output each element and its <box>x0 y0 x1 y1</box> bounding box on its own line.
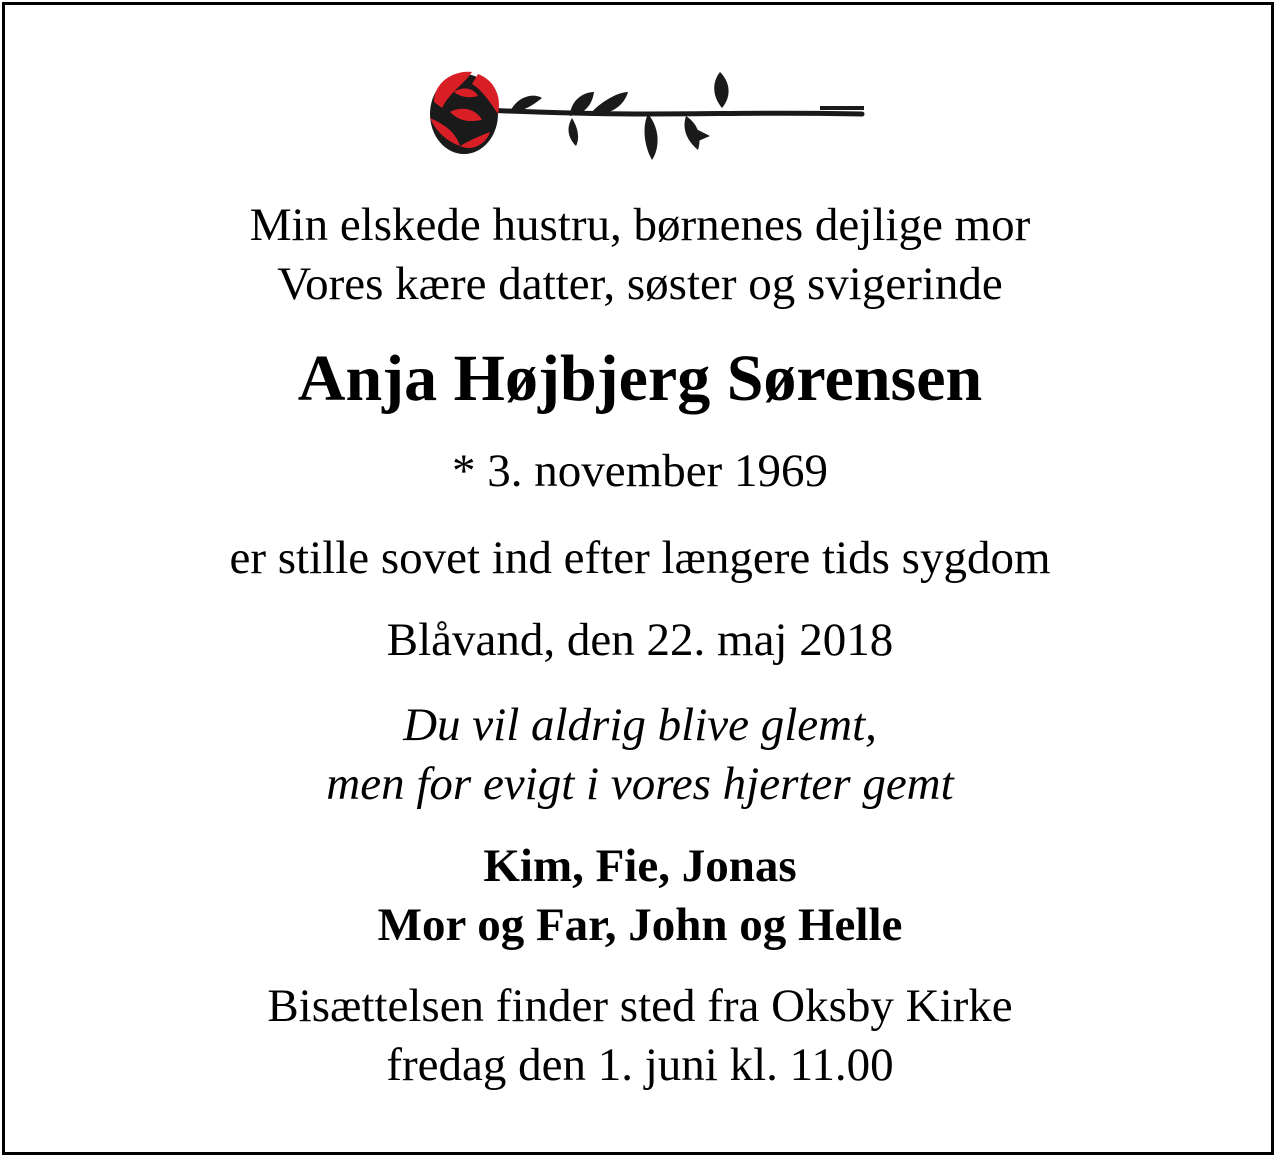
family-signatures <box>0 840 1280 951</box>
family-line-2: Mor og Far, John og Helle <box>377 899 903 951</box>
verse-line-2: men for evigt i vores hjerter gemt <box>326 758 954 810</box>
intro-lines <box>0 199 1280 310</box>
intro-line-1: Min elskede hustru, børnenes dejlige mor <box>249 199 1031 251</box>
rose-icon <box>420 62 870 170</box>
funeral-service-info <box>0 980 1280 1091</box>
passing-statement: er stille sovet ind efter længere tids sygdom <box>229 532 1051 584</box>
verse-line-1: Du vil aldrig blive glemt, <box>403 699 877 751</box>
intro-line-2: Vores kære datter, søster og svigerinde <box>277 258 1003 310</box>
service-line-2: fredag den 1. juni kl. 11.00 <box>386 1039 894 1091</box>
birth-date: * 3. november 1969 <box>452 445 828 497</box>
service-line-1: Bisættelsen finder sted fra Oksby Kirke <box>267 980 1013 1032</box>
family-line-1: Kim, Fie, Jonas <box>483 840 797 892</box>
memorial-verse <box>0 699 1280 810</box>
deceased-name: Anja Højbjerg Sørensen <box>297 342 983 415</box>
place-and-date: Blåvand, den 22. maj 2018 <box>386 614 894 666</box>
